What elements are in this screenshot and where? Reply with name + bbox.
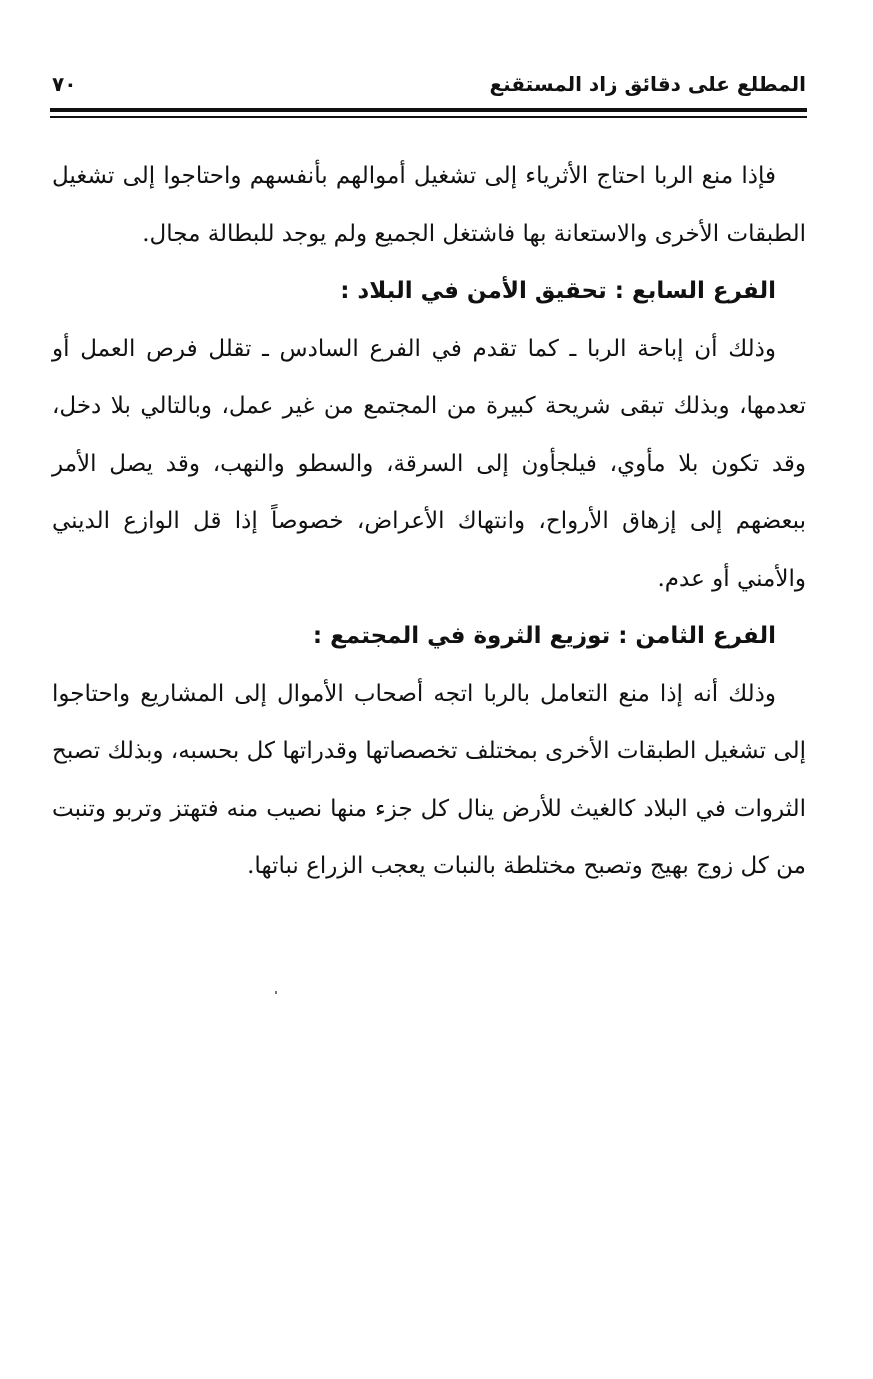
paragraph-intro: فإذا منع الربا احتاج الأثرياء إلى تشغيل أموالهم بأنفسهم واحتاجوا إلى تشغيل الطبقات الأخرى والاستعانة بها فاشتغل الجميع ولم يوجد للبطالة مجال. bbox=[52, 163, 806, 247]
page-number: ٧٠ bbox=[52, 72, 77, 96]
header-rule-thin bbox=[50, 116, 807, 118]
header-rule-thick bbox=[50, 108, 807, 112]
running-title: المطلع على دقائق زاد المستقنع bbox=[489, 72, 806, 96]
scan-speck bbox=[275, 991, 277, 994]
paragraph-security: وذلك أن إباحة الربا ـ كما تقدم في الفرع السادس ـ تقلل فرص العمل أو تعدمها، وبذلك تبقى شريحة كبيرة من المجتمع من غير عمل، وبالتالي بلا دخل، وقد تكون بلا مأوي، فيلجأون إلى السرقة، والسطو والنهب، وقد يصل الأمر ببعضهم إلى إزهاق الأرواح، وانتهاك الأعراض، خصوصاً إذا قل الوازع الديني والأمني أو عدم. bbox=[52, 335, 806, 592]
page-header bbox=[52, 70, 806, 106]
paragraph-wealth-distribution: وذلك أنه إذا منع التعامل بالربا اتجه أصحاب الأموال إلى المشاريع واحتاجوا إلى تشغيل الطبقات الأخرى بمختلف تخصصاتها وقدراتها كل بحسبه، وبذلك تصبح الثروات في البلاد كالغيث للأرض ينال كل جزء منها نصيب منه فتهتز وتربو وتنبت من كل زوج بهيج وتصبح مختلطة بالنبات يعجب الزراع نباتها. bbox=[52, 680, 806, 879]
section-heading-seventh-branch: الفرع السابع : تحقيق الأمن في البلاد : bbox=[340, 278, 776, 304]
section-heading-eighth-branch: الفرع الثامن : توزيع الثروة في المجتمع : bbox=[312, 623, 776, 649]
page-body bbox=[52, 148, 806, 896]
